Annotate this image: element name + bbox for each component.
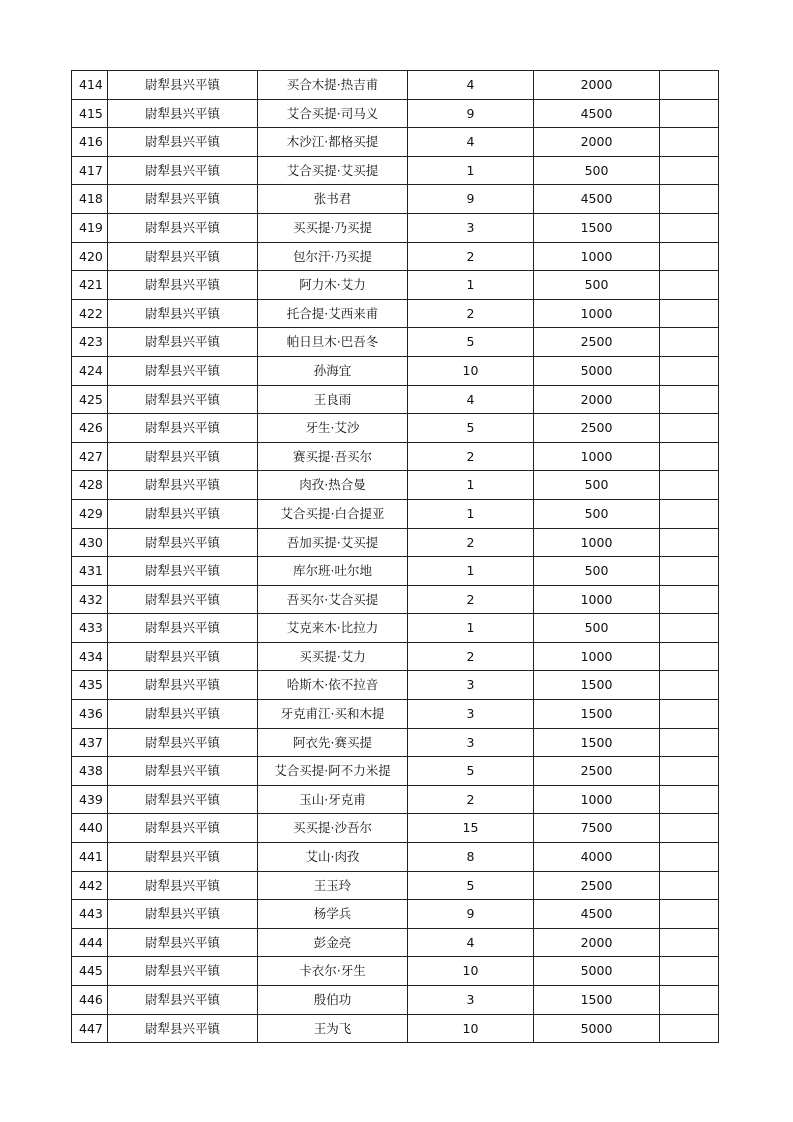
table-row	[72, 328, 719, 357]
name-cell: 孙海宜	[258, 356, 408, 385]
table-row	[72, 128, 719, 157]
table-row	[72, 1014, 719, 1043]
row-number: 432	[72, 585, 108, 614]
row-number: 440	[72, 814, 108, 843]
amount-cell: 4000	[534, 843, 660, 872]
note-cell	[660, 700, 719, 729]
name-cell: 哈斯木·依不拉音	[258, 671, 408, 700]
count-cell: 8	[408, 843, 534, 872]
note-cell	[660, 843, 719, 872]
count-cell: 10	[408, 957, 534, 986]
name-cell: 牙克甫江·买和木提	[258, 700, 408, 729]
row-number: 441	[72, 843, 108, 872]
amount-cell: 1500	[534, 213, 660, 242]
row-number: 436	[72, 700, 108, 729]
count-cell: 5	[408, 871, 534, 900]
note-cell	[660, 499, 719, 528]
name-cell: 吾加买提·艾买提	[258, 528, 408, 557]
name-cell: 木沙江·都格买提	[258, 128, 408, 157]
count-cell: 1	[408, 156, 534, 185]
town-cell: 尉犁县兴平镇	[108, 843, 258, 872]
name-cell: 彭金亮	[258, 928, 408, 957]
amount-cell: 1500	[534, 671, 660, 700]
count-cell: 1	[408, 499, 534, 528]
town-cell: 尉犁县兴平镇	[108, 528, 258, 557]
table-row	[72, 156, 719, 185]
name-cell: 帕日旦木·巴吾冬	[258, 328, 408, 357]
name-cell: 艾合买提·白合提亚	[258, 499, 408, 528]
town-cell: 尉犁县兴平镇	[108, 814, 258, 843]
town-cell: 尉犁县兴平镇	[108, 642, 258, 671]
note-cell	[660, 271, 719, 300]
note-cell	[660, 614, 719, 643]
row-number: 414	[72, 71, 108, 100]
amount-cell: 2000	[534, 128, 660, 157]
count-cell: 10	[408, 1014, 534, 1043]
table-row	[72, 99, 719, 128]
town-cell: 尉犁县兴平镇	[108, 900, 258, 929]
count-cell: 5	[408, 414, 534, 443]
count-cell: 9	[408, 99, 534, 128]
table-row	[72, 557, 719, 586]
amount-cell: 4500	[534, 99, 660, 128]
row-number: 415	[72, 99, 108, 128]
town-cell: 尉犁县兴平镇	[108, 71, 258, 100]
note-cell	[660, 71, 719, 100]
table-row	[72, 528, 719, 557]
amount-cell: 1000	[534, 528, 660, 557]
name-cell: 杨学兵	[258, 900, 408, 929]
table-row	[72, 242, 719, 271]
row-number: 424	[72, 356, 108, 385]
name-cell: 艾合买提·阿不力米提	[258, 757, 408, 786]
name-cell: 买买提·乃买提	[258, 213, 408, 242]
row-number: 430	[72, 528, 108, 557]
table-row	[72, 900, 719, 929]
note-cell	[660, 471, 719, 500]
row-number: 439	[72, 785, 108, 814]
note-cell	[660, 900, 719, 929]
count-cell: 15	[408, 814, 534, 843]
row-number: 433	[72, 614, 108, 643]
table-row	[72, 185, 719, 214]
table-row	[72, 385, 719, 414]
amount-cell: 4500	[534, 185, 660, 214]
note-cell	[660, 671, 719, 700]
count-cell: 2	[408, 785, 534, 814]
town-cell: 尉犁县兴平镇	[108, 557, 258, 586]
count-cell: 9	[408, 185, 534, 214]
count-cell: 4	[408, 128, 534, 157]
count-cell: 1	[408, 271, 534, 300]
count-cell: 2	[408, 299, 534, 328]
row-number: 447	[72, 1014, 108, 1043]
table-row	[72, 671, 719, 700]
row-number: 416	[72, 128, 108, 157]
count-cell: 3	[408, 671, 534, 700]
row-number: 426	[72, 414, 108, 443]
count-cell: 3	[408, 213, 534, 242]
note-cell	[660, 328, 719, 357]
row-number: 420	[72, 242, 108, 271]
town-cell: 尉犁县兴平镇	[108, 957, 258, 986]
amount-cell: 500	[534, 614, 660, 643]
town-cell: 尉犁县兴平镇	[108, 442, 258, 471]
town-cell: 尉犁县兴平镇	[108, 242, 258, 271]
amount-cell: 500	[534, 557, 660, 586]
amount-cell: 5000	[534, 1014, 660, 1043]
name-cell: 买买提·艾力	[258, 642, 408, 671]
table-row	[72, 414, 719, 443]
town-cell: 尉犁县兴平镇	[108, 299, 258, 328]
amount-cell: 500	[534, 499, 660, 528]
table-row	[72, 728, 719, 757]
count-cell: 1	[408, 557, 534, 586]
count-cell: 1	[408, 471, 534, 500]
town-cell: 尉犁县兴平镇	[108, 585, 258, 614]
name-cell: 赛买提·吾买尔	[258, 442, 408, 471]
data-table	[71, 70, 719, 1043]
row-number: 418	[72, 185, 108, 214]
table-row	[72, 871, 719, 900]
row-number: 429	[72, 499, 108, 528]
table-row	[72, 642, 719, 671]
row-number: 428	[72, 471, 108, 500]
row-number: 431	[72, 557, 108, 586]
row-number: 434	[72, 642, 108, 671]
town-cell: 尉犁县兴平镇	[108, 986, 258, 1015]
table-row	[72, 814, 719, 843]
row-number: 446	[72, 986, 108, 1015]
name-cell: 王玉玲	[258, 871, 408, 900]
row-number: 427	[72, 442, 108, 471]
amount-cell: 1500	[534, 986, 660, 1015]
amount-cell: 2000	[534, 928, 660, 957]
town-cell: 尉犁县兴平镇	[108, 785, 258, 814]
name-cell: 艾山·肉孜	[258, 843, 408, 872]
note-cell	[660, 928, 719, 957]
row-number: 425	[72, 385, 108, 414]
table-row	[72, 700, 719, 729]
note-cell	[660, 557, 719, 586]
name-cell: 肉孜·热合曼	[258, 471, 408, 500]
town-cell: 尉犁县兴平镇	[108, 99, 258, 128]
name-cell: 买合木提·热吉甫	[258, 71, 408, 100]
row-number: 444	[72, 928, 108, 957]
row-number: 437	[72, 728, 108, 757]
amount-cell: 2500	[534, 414, 660, 443]
note-cell	[660, 528, 719, 557]
table-row	[72, 614, 719, 643]
count-cell: 10	[408, 356, 534, 385]
name-cell: 张书君	[258, 185, 408, 214]
name-cell: 托合提·艾西来甫	[258, 299, 408, 328]
row-number: 417	[72, 156, 108, 185]
note-cell	[660, 871, 719, 900]
name-cell: 玉山·牙克甫	[258, 785, 408, 814]
amount-cell: 7500	[534, 814, 660, 843]
amount-cell: 1000	[534, 242, 660, 271]
town-cell: 尉犁县兴平镇	[108, 156, 258, 185]
count-cell: 3	[408, 986, 534, 1015]
name-cell: 艾克来木·比拉力	[258, 614, 408, 643]
town-cell: 尉犁县兴平镇	[108, 328, 258, 357]
amount-cell: 2500	[534, 871, 660, 900]
row-number: 443	[72, 900, 108, 929]
count-cell: 3	[408, 728, 534, 757]
town-cell: 尉犁县兴平镇	[108, 614, 258, 643]
table-row	[72, 957, 719, 986]
town-cell: 尉犁县兴平镇	[108, 928, 258, 957]
town-cell: 尉犁县兴平镇	[108, 728, 258, 757]
count-cell: 5	[408, 757, 534, 786]
town-cell: 尉犁县兴平镇	[108, 700, 258, 729]
town-cell: 尉犁县兴平镇	[108, 128, 258, 157]
table-row	[72, 442, 719, 471]
count-cell: 2	[408, 585, 534, 614]
table-body	[72, 71, 719, 1043]
count-cell: 2	[408, 642, 534, 671]
note-cell	[660, 242, 719, 271]
name-cell: 买买提·沙吾尔	[258, 814, 408, 843]
note-cell	[660, 585, 719, 614]
amount-cell: 500	[534, 471, 660, 500]
town-cell: 尉犁县兴平镇	[108, 356, 258, 385]
table-row	[72, 356, 719, 385]
town-cell: 尉犁县兴平镇	[108, 213, 258, 242]
count-cell: 1	[408, 614, 534, 643]
amount-cell: 1000	[534, 642, 660, 671]
amount-cell: 1500	[534, 728, 660, 757]
table-row	[72, 757, 719, 786]
row-number: 435	[72, 671, 108, 700]
note-cell	[660, 299, 719, 328]
amount-cell: 500	[534, 156, 660, 185]
row-number: 419	[72, 213, 108, 242]
name-cell: 吾买尔·艾合买提	[258, 585, 408, 614]
note-cell	[660, 99, 719, 128]
town-cell: 尉犁县兴平镇	[108, 499, 258, 528]
note-cell	[660, 757, 719, 786]
count-cell: 9	[408, 900, 534, 929]
name-cell: 卡衣尔·牙生	[258, 957, 408, 986]
count-cell: 4	[408, 71, 534, 100]
table-row	[72, 986, 719, 1015]
row-number: 422	[72, 299, 108, 328]
table-row	[72, 928, 719, 957]
count-cell: 3	[408, 700, 534, 729]
note-cell	[660, 986, 719, 1015]
row-number: 423	[72, 328, 108, 357]
row-number: 421	[72, 271, 108, 300]
town-cell: 尉犁县兴平镇	[108, 414, 258, 443]
row-number: 442	[72, 871, 108, 900]
count-cell: 2	[408, 528, 534, 557]
table-row	[72, 843, 719, 872]
note-cell	[660, 414, 719, 443]
count-cell: 2	[408, 242, 534, 271]
amount-cell: 2000	[534, 385, 660, 414]
note-cell	[660, 442, 719, 471]
town-cell: 尉犁县兴平镇	[108, 671, 258, 700]
name-cell: 库尔班·吐尔地	[258, 557, 408, 586]
table-row	[72, 499, 719, 528]
note-cell	[660, 385, 719, 414]
name-cell: 王良雨	[258, 385, 408, 414]
amount-cell: 5000	[534, 957, 660, 986]
amount-cell: 1000	[534, 299, 660, 328]
count-cell: 2	[408, 442, 534, 471]
name-cell: 阿力木·艾力	[258, 271, 408, 300]
amount-cell: 1000	[534, 585, 660, 614]
note-cell	[660, 185, 719, 214]
amount-cell: 1000	[534, 785, 660, 814]
table-row	[72, 71, 719, 100]
table-row	[72, 471, 719, 500]
town-cell: 尉犁县兴平镇	[108, 757, 258, 786]
note-cell	[660, 957, 719, 986]
count-cell: 5	[408, 328, 534, 357]
note-cell	[660, 213, 719, 242]
amount-cell: 1500	[534, 700, 660, 729]
row-number: 445	[72, 957, 108, 986]
town-cell: 尉犁县兴平镇	[108, 271, 258, 300]
name-cell: 艾合买提·艾买提	[258, 156, 408, 185]
town-cell: 尉犁县兴平镇	[108, 1014, 258, 1043]
note-cell	[660, 728, 719, 757]
table-row	[72, 299, 719, 328]
amount-cell: 2500	[534, 328, 660, 357]
name-cell: 包尔汗·乃买提	[258, 242, 408, 271]
name-cell: 殷伯功	[258, 986, 408, 1015]
table-row	[72, 271, 719, 300]
note-cell	[660, 642, 719, 671]
note-cell	[660, 1014, 719, 1043]
note-cell	[660, 814, 719, 843]
amount-cell: 2000	[534, 71, 660, 100]
amount-cell: 4500	[534, 900, 660, 929]
amount-cell: 1000	[534, 442, 660, 471]
town-cell: 尉犁县兴平镇	[108, 185, 258, 214]
note-cell	[660, 785, 719, 814]
table-row	[72, 585, 719, 614]
count-cell: 4	[408, 385, 534, 414]
name-cell: 牙生·艾沙	[258, 414, 408, 443]
row-number: 438	[72, 757, 108, 786]
note-cell	[660, 156, 719, 185]
town-cell: 尉犁县兴平镇	[108, 471, 258, 500]
note-cell	[660, 356, 719, 385]
amount-cell: 500	[534, 271, 660, 300]
name-cell: 艾合买提·司马义	[258, 99, 408, 128]
table-row	[72, 213, 719, 242]
amount-cell: 2500	[534, 757, 660, 786]
town-cell: 尉犁县兴平镇	[108, 871, 258, 900]
town-cell: 尉犁县兴平镇	[108, 385, 258, 414]
table-row	[72, 785, 719, 814]
note-cell	[660, 128, 719, 157]
name-cell: 王为飞	[258, 1014, 408, 1043]
amount-cell: 5000	[534, 356, 660, 385]
name-cell: 阿衣先·赛买提	[258, 728, 408, 757]
count-cell: 4	[408, 928, 534, 957]
